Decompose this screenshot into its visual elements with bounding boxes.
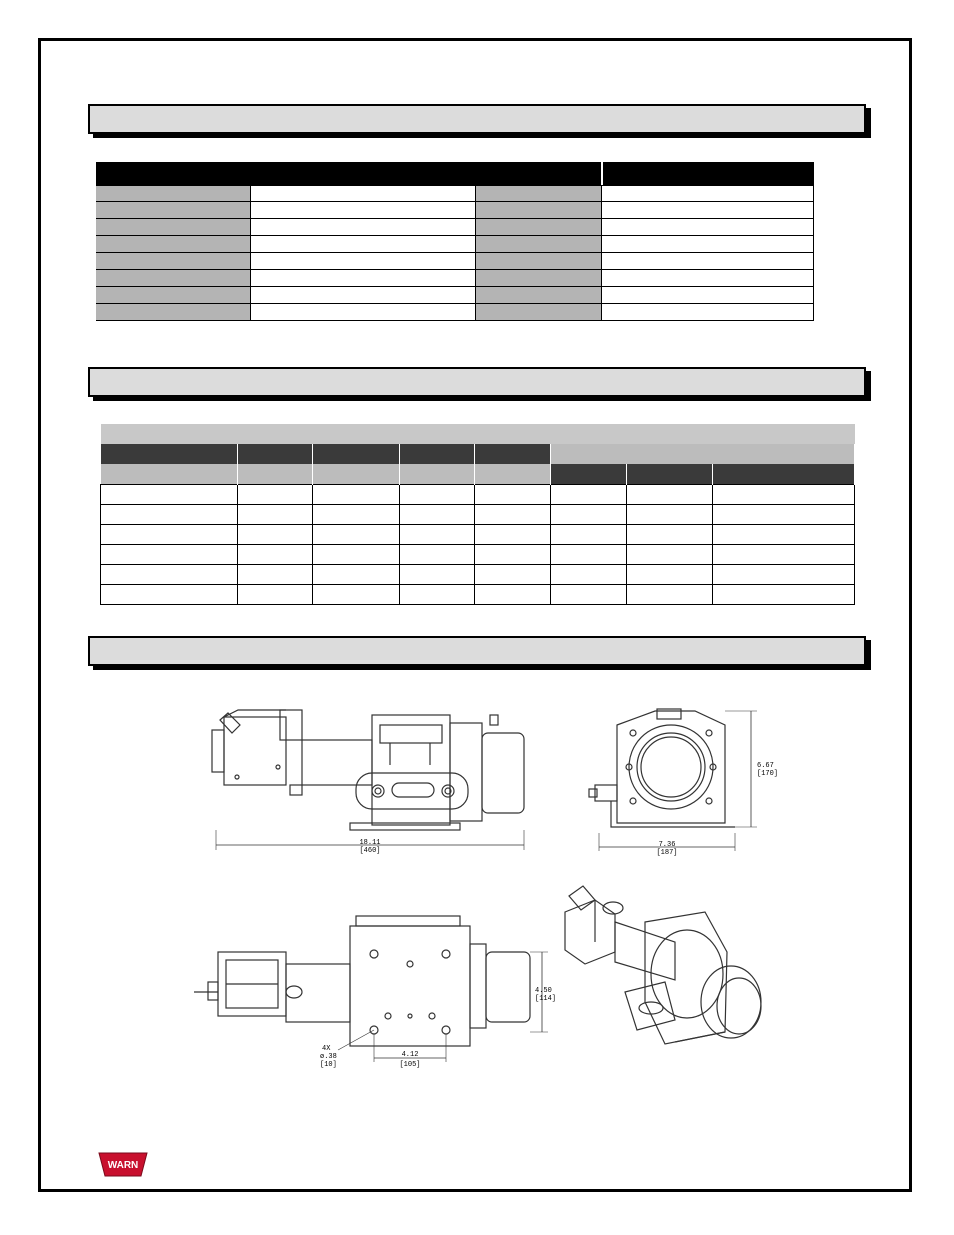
table-row bbox=[101, 484, 855, 504]
performance-caption bbox=[101, 424, 855, 444]
spec-value bbox=[602, 270, 814, 286]
table-row bbox=[101, 504, 855, 524]
spec-label bbox=[476, 270, 602, 286]
logo-text: WARN bbox=[107, 1160, 139, 1171]
dimension-length-mm: [460] bbox=[359, 847, 381, 855]
spec-value bbox=[602, 202, 814, 218]
column-header bbox=[101, 444, 238, 464]
column-subheader bbox=[237, 464, 312, 484]
dimension-mount-depth: 4.50 bbox=[535, 987, 552, 995]
table-row bbox=[96, 253, 814, 270]
dimension-height: 6.67 bbox=[757, 762, 774, 770]
dimension-hole-dia-mm: [10] bbox=[320, 1061, 337, 1069]
spec-label bbox=[96, 219, 251, 235]
dimension-hole-count: 4X bbox=[322, 1045, 331, 1053]
table-row bbox=[96, 287, 814, 304]
spec-value bbox=[251, 287, 476, 303]
spec-label bbox=[476, 186, 602, 201]
section-bar-dimensions bbox=[88, 636, 866, 666]
table-row bbox=[96, 185, 814, 202]
dimension-height-mm: [170] bbox=[757, 770, 779, 778]
spec-value bbox=[251, 186, 476, 201]
spec-label bbox=[476, 202, 602, 218]
spec-label bbox=[96, 287, 251, 303]
warn-logo bbox=[97, 1151, 149, 1178]
table-row bbox=[96, 270, 814, 287]
spec-label bbox=[96, 236, 251, 252]
dimension-mount-depth-mm: [114] bbox=[535, 995, 557, 1003]
spec-value bbox=[251, 304, 476, 320]
spec-label bbox=[96, 202, 251, 218]
column-header bbox=[399, 444, 475, 464]
spec-value bbox=[251, 253, 476, 269]
performance-subheader-row bbox=[101, 464, 855, 484]
table-row bbox=[101, 564, 855, 584]
performance-header-row bbox=[101, 444, 855, 464]
specifications-table bbox=[96, 162, 814, 321]
column-subheader bbox=[101, 464, 238, 484]
column-header bbox=[475, 444, 551, 464]
table-row bbox=[96, 304, 814, 321]
spec-label bbox=[476, 236, 602, 252]
spec-label bbox=[476, 219, 602, 235]
dimension-mount-spacing: 4.12 bbox=[401, 1051, 419, 1059]
column-subheader bbox=[475, 464, 551, 484]
table-row bbox=[96, 202, 814, 219]
spec-label bbox=[476, 253, 602, 269]
specs-header-left bbox=[96, 162, 601, 185]
spec-value bbox=[602, 304, 814, 320]
column-subheader bbox=[627, 464, 713, 484]
spec-value bbox=[602, 219, 814, 235]
dimension-mount-spacing-mm: [105] bbox=[399, 1061, 421, 1069]
performance-caption-row bbox=[101, 424, 855, 444]
performance-table bbox=[100, 424, 855, 605]
spec-value bbox=[251, 236, 476, 252]
winch-side-view-drawing bbox=[190, 705, 535, 865]
dimension-hole-dia: ø.38 bbox=[320, 1053, 337, 1061]
specs-header-right bbox=[603, 162, 814, 185]
spec-label bbox=[96, 270, 251, 286]
spec-value bbox=[251, 202, 476, 218]
table-row bbox=[96, 219, 814, 236]
column-header bbox=[312, 444, 399, 464]
section-bar-performance bbox=[88, 367, 866, 397]
table-row bbox=[96, 236, 814, 253]
column-subheader bbox=[399, 464, 475, 484]
column-subheader bbox=[312, 464, 399, 484]
spec-value bbox=[602, 186, 814, 201]
section-bar-specifications bbox=[88, 104, 866, 134]
table-row bbox=[101, 524, 855, 544]
winch-top-view-drawing bbox=[190, 912, 560, 1072]
column-header bbox=[237, 444, 312, 464]
spec-label bbox=[96, 304, 251, 320]
spec-value bbox=[251, 270, 476, 286]
table-row bbox=[101, 544, 855, 564]
dimension-length: 18.11 bbox=[359, 839, 381, 847]
winch-isometric-drawing bbox=[555, 882, 770, 1067]
spec-value bbox=[602, 253, 814, 269]
dimension-width-mm: [187] bbox=[656, 849, 678, 857]
column-subheader bbox=[551, 464, 627, 484]
spec-value bbox=[251, 219, 476, 235]
spec-label bbox=[476, 304, 602, 320]
dimension-width: 7.36 bbox=[658, 841, 676, 849]
spec-value bbox=[602, 287, 814, 303]
spec-label bbox=[476, 287, 602, 303]
winch-end-view-drawing bbox=[585, 705, 780, 865]
spec-label bbox=[96, 253, 251, 269]
spec-value bbox=[602, 236, 814, 252]
column-subheader bbox=[713, 464, 855, 484]
spec-label bbox=[96, 186, 251, 201]
column-group-header bbox=[551, 444, 855, 464]
table-row bbox=[101, 584, 855, 604]
